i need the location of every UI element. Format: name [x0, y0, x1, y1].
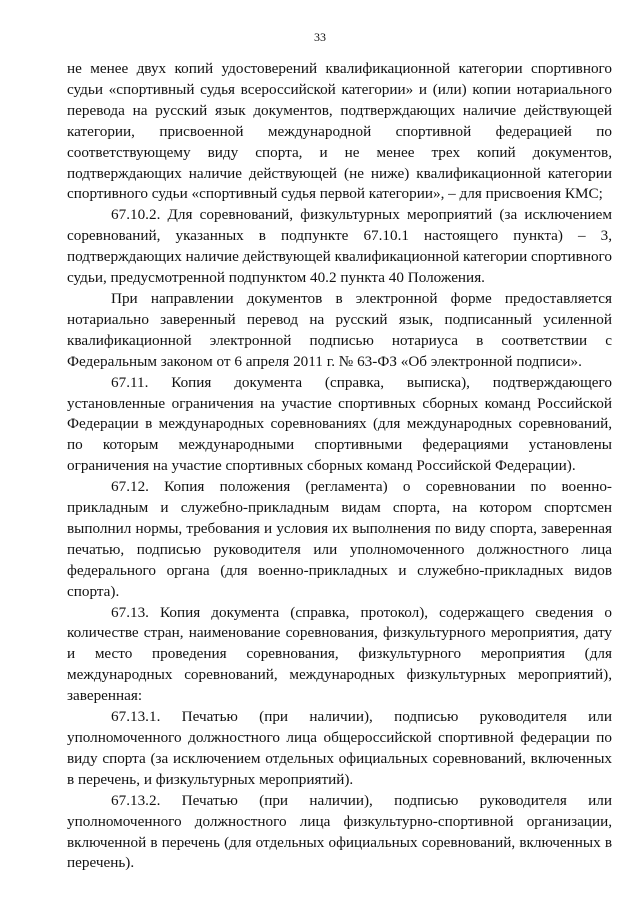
paragraph-67-13: 67.13. Копия документа (справка, протокол), содержащего сведения о количестве стран, наименование соревнования, физкультурного мероприятия, дату и место проведения соревнования, физкультурного мероприятия (для международных соревнований, международных физкультурных мероприятий), заверенная:: [67, 603, 612, 705]
paragraph-67-12: 67.12. Копия положения (регламента) о соревновании по военно-прикладным и служебно-прикладным видам спорта, на котором спортсмен выполнил нормы, требования и условия их выполнения по виду спорта, заверенная печатью, подписью руководителя или уполномоченного должностного лица федерального органа (для военно-прикладных и служебно-прикладных видов спорта).: [67, 478, 612, 600]
page-number: 33: [314, 30, 326, 44]
paragraph-67-13-1: 67.13.1. Печатью (при наличии), подписью руководителя или уполномоченного должностного лица общероссийской спортивной федерации по виду спорта (за исключением отдельных официальных соревнований, включенных в перечень, и физкультурных мероприятий).: [67, 708, 612, 788]
document-body: [67, 59, 612, 874]
paragraph-electronic-submission: При направлении документов в электронной форме предоставляется нотариально заверенный перевод на русский язык, подписанный усиленной квалификационной электронной подписью нотариуса в соответствии с Федеральным законом от 6 апреля 2011 г. № 63-ФЗ «Об электронной подписи».: [67, 289, 612, 370]
paragraph-continuation: не менее двух копий удостоверений квалификационной категории спортивного судьи «спортивный судья всероссийской категории» и (или) копии нотариального перевода на русский язык документов, подтверждающих наличие действующей категории, присвоенной международной спортивной федерацией по соответствующему виду спорта, и не менее трех копий документов, подтверждающих наличие действующей (не ниже) квалификационной категории спортивного судьи «спортивный судья первой категории», – для присвоения КМС;: [67, 60, 612, 203]
paragraph-67-13-2: 67.13.2. Печатью (при наличии), подписью руководителя или уполномоченного должностного лица физкультурно-спортивной организации, включенной в перечень (для отдельных официальных соревнований, включенных в перечень).: [67, 791, 612, 872]
paragraph-67-11: 67.11. Копия документа (справка, выписка), подтверждающего установленные ограничения на участие спортивных сборных команд Российской Федерации в международных соревнованиях (для международных соревнований, по которым международными спортивными федерациями установлены ограничения на участие спортивных сборных команд Российской Федерации).: [67, 373, 612, 475]
paragraph-67-10-2: 67.10.2. Для соревнований, физкультурных мероприятий (за исключением соревнований, указанных в подпункте 67.10.1 настоящего пункта) – 3, подтверждающих наличие действующей квалификационной категории спортивного судьи, предусмотренной подпунктом 40.2 пункта 40 Положения.: [67, 206, 612, 287]
